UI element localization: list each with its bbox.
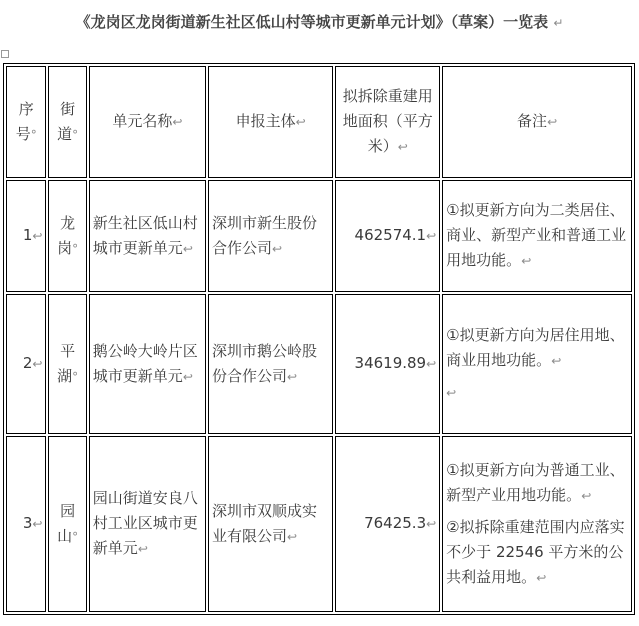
cell-area: 462574.1↩ [335,180,440,292]
remark-line: ②拟拆除重建范围内应落实不少于 22546 平方米的公共利益用地。↩ [446,517,625,586]
paragraph-mark: ↵ [553,16,564,30]
document-title [0,11,639,32]
cell-unit-name: 园山街道安良八村工业区城市更新单元↩ [89,436,206,612]
plan-table [3,63,635,615]
header-street: 街道° [48,66,86,178]
cell-street: 龙岗° [48,180,86,292]
cell-seq: 1↩ [6,180,46,292]
table-row [6,180,632,292]
cell-applicant: 深圳市双顺成实业有限公司↩ [208,436,333,612]
header-applicant: 申报主体↩ [208,66,333,178]
header-row [6,66,632,178]
cell-remarks [442,294,632,434]
table-row [6,294,632,434]
cell-remarks [442,436,632,612]
cell-unit-name: 新生社区低山村城市更新单元↩ [89,180,206,292]
table-anchor-icon[interactable] [1,50,9,58]
header-seq: 序号° [6,66,46,178]
cell-remarks [442,180,632,292]
cell-street: 园山° [48,436,86,612]
header-unit-name: 单元名称↩ [89,66,206,178]
cell-seq: 3↩ [6,436,46,612]
empty-paragraph: ↩ [446,385,457,400]
cell-unit-name: 鹅公岭大岭片区城市更新单元↩ [89,294,206,434]
cell-street: 平湖° [48,294,86,434]
cell-area: 76425.3↩ [335,436,440,612]
cell-applicant: 深圳市鹅公岭股份合作公司↩ [208,294,333,434]
header-area: 拟拆除重建用地面积（平方米）↩ [335,66,440,178]
cell-seq: 2↩ [6,294,46,434]
remark-line: ①拟更新方向为普通工业、新型产业用地功能。↩ [446,460,625,504]
header-remarks: 备注↩ [442,66,632,178]
remark-line: ①拟更新方向为居住用地、商业用地功能。↩ [446,325,625,369]
cell-applicant: 深圳市新生股份合作公司↩ [208,180,333,292]
title-text: 《龙岗区龙岗街道新生社区低山村等城市更新单元计划》（草案）一览表 [75,13,549,31]
remark-line: ①拟更新方向为二类居住、商业、新型产业和普通工业用地功能。↩ [446,201,627,269]
cell-area: 34619.89↩ [335,294,440,434]
table-row [6,436,632,612]
